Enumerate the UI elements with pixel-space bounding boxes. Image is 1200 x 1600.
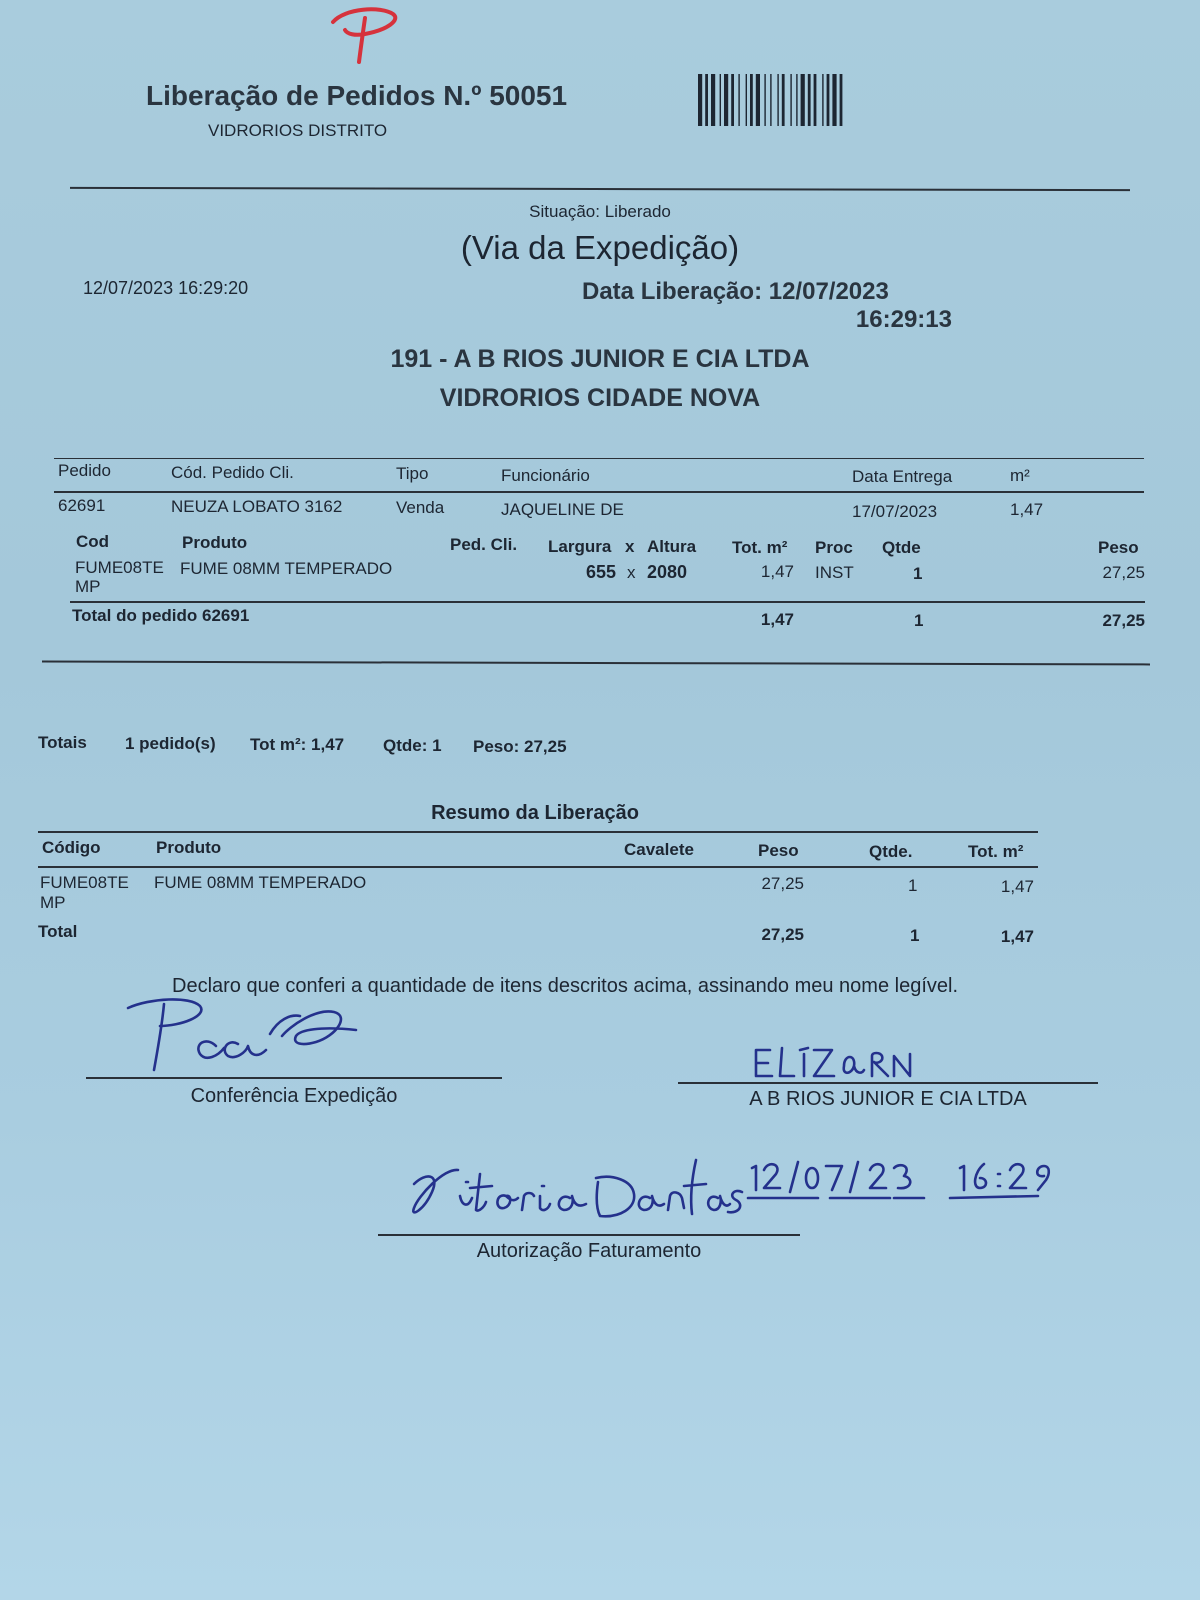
barcode-bar — [777, 74, 778, 126]
col-funcionario: Funcionário — [501, 466, 590, 485]
barcode-bar — [711, 74, 715, 126]
order-section-bottom-rule — [42, 661, 1150, 666]
summary-col-codigo: Código — [42, 838, 101, 857]
summary-header-rule — [38, 866, 1038, 868]
col-cod: Cod — [76, 532, 110, 551]
summary-peso: 27,25 — [761, 874, 804, 893]
signature-autorizacao — [400, 1148, 744, 1238]
item-altura: 2080 — [647, 562, 688, 582]
order-total-qtde: 1 — [914, 611, 924, 630]
col-pedido: Pedido — [58, 461, 111, 480]
col-cod-pedido-cli: Cód. Pedido Cli. — [171, 463, 294, 482]
summary-col-tot-m2: Tot. m² — [968, 842, 1024, 861]
signature-label-conferencia: Conferência Expedição — [190, 1085, 398, 1107]
barcode-bar — [750, 74, 753, 126]
summary-col-qtde: Qtde. — [869, 842, 913, 861]
summary-title: Resumo da Liberação — [431, 802, 639, 824]
order-cod-pedido-cli: NEUZA LOBATO 3162 — [171, 497, 343, 516]
order-funcionario: JAQUELINE DE — [501, 500, 624, 519]
item-cod-line1: FUME08TE — [75, 558, 164, 577]
order-pedido: 62691 — [58, 496, 106, 515]
summary-top-rule — [38, 831, 1038, 833]
barcode-bar — [746, 74, 747, 126]
totals-qtde: Qtde: 1 — [383, 736, 442, 755]
item-tot-m2: 1,47 — [760, 562, 794, 581]
summary-col-cavalete: Cavalete — [624, 840, 694, 859]
col-x: x — [625, 537, 635, 556]
col-tot-m2: Tot. m² — [732, 538, 788, 557]
order-total-label: Total do pedido 62691 — [72, 606, 250, 625]
barcode-bar — [698, 74, 702, 126]
signature-abrios — [752, 1044, 922, 1084]
release-date: Data Liberação: 12/07/2023 — [582, 278, 889, 305]
summary-total-label: Total — [38, 922, 78, 941]
item-produto: FUME 08MM TEMPERADO — [180, 559, 393, 578]
col-qtde: Qtde — [882, 538, 921, 557]
totals-pedidos: 1 pedido(s) — [125, 734, 216, 753]
order-total-peso: 27,25 — [1102, 611, 1145, 630]
item-proc: INST — [815, 563, 854, 582]
barcode-bar — [840, 74, 843, 126]
order-data-entrega: 17/07/2023 — [852, 502, 938, 521]
red-p-mark — [325, 4, 405, 66]
barcode-bar — [720, 74, 721, 126]
barcode-bar — [827, 74, 830, 126]
barcode-bar — [808, 74, 811, 126]
summary-tot-m2: 1,47 — [1000, 877, 1034, 896]
barcode-bar — [770, 74, 771, 126]
col-tipo: Tipo — [396, 464, 429, 483]
signature-label-abrios: A B RIOS JUNIOR E CIA LTDA — [749, 1088, 1027, 1110]
item-qtde: 1 — [913, 564, 923, 583]
col-peso: Peso — [1098, 538, 1139, 557]
barcode-bar — [705, 74, 708, 126]
header-divider — [70, 187, 1130, 191]
summary-col-peso: Peso — [758, 841, 799, 860]
order-table-top-rule — [54, 458, 1144, 459]
summary-col-produto: Produto — [156, 838, 222, 857]
totals-m2: Tot m²: 1,47 — [250, 735, 345, 754]
summary-codigo-line1: FUME08TE — [40, 873, 129, 892]
totals-peso: Peso: 27,25 — [473, 737, 567, 756]
declaration-text: Declaro que conferi a quantidade de itens descritos acima, assinando meu nome legível. — [172, 975, 959, 997]
order-total-m2: 1,47 — [760, 610, 794, 629]
col-m2: m² — [1010, 466, 1030, 485]
barcode-bar — [790, 74, 791, 126]
order-m2: 1,47 — [1010, 500, 1044, 519]
barcode-bar — [822, 74, 823, 126]
col-ped-cli: Ped. Cli. — [450, 535, 518, 554]
col-altura: Altura — [647, 537, 697, 556]
barcode-bar — [764, 74, 765, 126]
client-name: 191 - A B RIOS JUNIOR E CIA LTDA — [390, 345, 810, 373]
signature-line-abrios — [678, 1082, 1098, 1084]
col-data-entrega: Data Entrega — [852, 467, 953, 486]
barcode-bar — [814, 74, 817, 126]
barcode-bar — [796, 74, 797, 126]
summary-qtde: 1 — [908, 876, 918, 895]
barcode-bar — [832, 74, 836, 126]
document-title: Liberação de Pedidos N.º 50051 — [146, 80, 568, 111]
signature-conferencia — [120, 996, 370, 1076]
client-store: VIDRORIOS CIDADE NOVA — [439, 384, 761, 412]
order-header-rule — [54, 491, 1144, 493]
copy-type: (Via da Expedição) — [460, 229, 740, 266]
summary-total-peso: 27,25 — [761, 925, 804, 944]
col-largura: Largura — [548, 537, 612, 556]
totals-label: Totais — [38, 733, 87, 752]
order-tipo: Venda — [396, 498, 445, 517]
summary-produto: FUME 08MM TEMPERADO — [154, 873, 367, 892]
item-largura: 655 — [585, 562, 616, 582]
barcode-bar — [724, 74, 728, 126]
signature-label-autorizacao: Autorização Faturamento — [476, 1240, 702, 1262]
barcode-bar — [801, 74, 805, 126]
item-peso: 27,25 — [1102, 563, 1145, 582]
barcode — [698, 74, 884, 126]
issuer-name: VIDRORIOS DISTRITO — [208, 121, 388, 140]
barcode-bar — [782, 74, 785, 126]
order-total-rule — [70, 601, 1145, 603]
signature-line-conferencia — [86, 1077, 502, 1079]
signature-line-autorizacao — [378, 1234, 800, 1236]
status-text: Situação: Liberado — [529, 202, 671, 221]
col-produto: Produto — [182, 533, 248, 552]
print-datetime: 12/07/2023 16:29:20 — [83, 278, 249, 298]
summary-codigo-line2: MP — [40, 893, 66, 912]
barcode-bar — [731, 74, 734, 126]
release-time: 16:29:13 — [855, 306, 952, 333]
col-proc: Proc — [815, 538, 853, 557]
item-cod-line2: MP — [75, 577, 101, 596]
barcode-bar — [756, 74, 760, 126]
barcode-bar — [738, 74, 739, 126]
item-x: x — [627, 563, 636, 582]
handwritten-date — [746, 1156, 1062, 1204]
summary-total-tot-m2: 1,47 — [1000, 927, 1034, 946]
summary-total-qtde: 1 — [910, 926, 920, 945]
